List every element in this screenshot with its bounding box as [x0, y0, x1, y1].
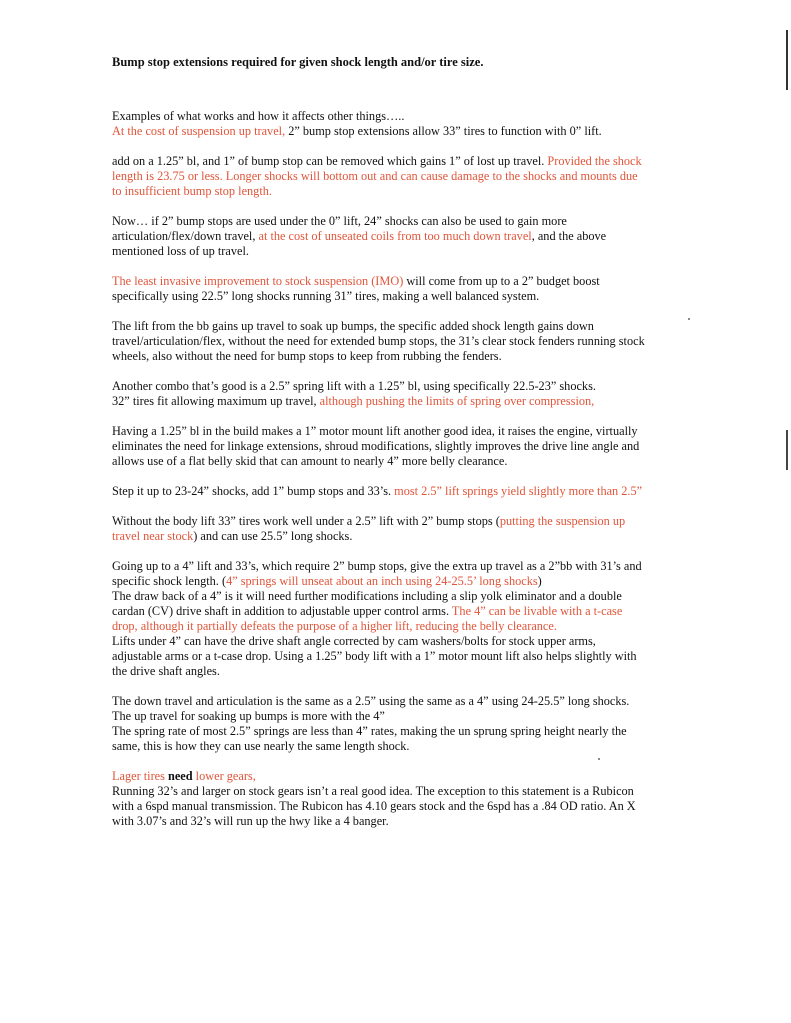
text-line [112, 784, 682, 799]
highlighted-text: need [168, 769, 193, 783]
text-line [112, 649, 682, 664]
highlighted-text: most 2.5” lift springs yield slightly more than 2.5” [394, 484, 643, 498]
highlighted-text: putting the suspension up [499, 514, 626, 528]
highlighted-text: although pushing the limits of spring over compression, [319, 394, 595, 408]
text-segment: The lift from the bb gains up travel to soak up bumps, the specific added shock length gains down [112, 319, 594, 333]
text-line [112, 379, 682, 394]
paragraph [112, 424, 682, 469]
text-line [112, 814, 682, 829]
text-segment: Another combo that’s good is a 2.5” spring lift with a 1.25” bl, using specifically 22.5-23” shocks. [112, 379, 596, 393]
text-line [112, 109, 682, 124]
text-segment: The down travel and articulation is the same as a 2.5” using the same as a 4” using 24-25.5” long shocks. [112, 694, 630, 708]
paragraph [112, 559, 682, 679]
text-segment: Running 32’s and larger on stock gears isn’t a real good idea. The exception to this statement is a Rubicon [112, 784, 634, 798]
text-line [112, 289, 682, 304]
paragraph [112, 109, 682, 139]
text-segment: Having a 1.25” bl in the build makes a 1” motor mount lift another good idea, it raises the engine, virtually [112, 424, 638, 438]
text-segment: articulation/flex/down travel, [112, 229, 259, 243]
paragraph [112, 379, 682, 409]
text-line [112, 634, 682, 649]
scan-speck [688, 318, 690, 320]
text-line [112, 529, 682, 544]
text-segment: wheels, also without the need for bump stops to keep from rubbing the fenders. [112, 349, 502, 363]
text-segment: will come from up to a 2” budget boost [403, 274, 600, 288]
text-segment: with a 6spd manual transmission. The Rubicon has 4.10 gears stock and the 6spd has a .84 OD ratio. An X [112, 799, 636, 813]
text-segment: Going up to a 4” lift and 33’s, which require 2” bump stops, give the extra up travel as a 2”bb with 31’s and [112, 559, 642, 573]
text-segment: same, this is how they can use nearly the same length shock. [112, 739, 410, 753]
text-segment: 2” bump stop extensions allow 33” tires to function with 0” lift. [285, 124, 602, 138]
text-segment: The up travel for soaking up bumps is more with the 4” [112, 709, 385, 723]
text-segment: ) and can use 25.5” long shocks. [193, 529, 353, 543]
text-segment: specific shock length. ( [112, 574, 227, 588]
text-line [112, 694, 682, 709]
text-segment: adjustable arms or a t-case drop. Using a 1.25” body lift with a 1” motor mount lift also helps slightly with [112, 649, 637, 663]
highlighted-text: to insufficient bump stop length. [112, 184, 272, 198]
text-line [112, 439, 682, 454]
highlighted-text: drop, although it partially defeats the purpose of a higher lift, reducing the belly clearance. [112, 619, 557, 633]
text-segment: specifically using 22.5” long shocks running 31” tires, making a well balanced system. [112, 289, 540, 303]
paragraph [112, 514, 682, 544]
text-line [112, 244, 682, 259]
highlighted-text: length is 23.75 or less. Longer shocks will bottom out and can cause damage to the shocks and mounts due [112, 169, 638, 183]
text-segment: , and the above [531, 229, 607, 243]
text-segment: add on a 1.25” bl, and 1” of bump stop can be removed which gains 1” of lost up travel. [112, 154, 548, 168]
text-line [112, 574, 682, 589]
text-line [112, 724, 682, 739]
paragraph [112, 319, 682, 364]
text-line [112, 664, 682, 679]
document-body [112, 109, 682, 844]
paragraph [112, 694, 682, 754]
page-title: Bump stop extensions required for given shock length and/or tire size. [112, 55, 484, 69]
text-segment: travel/articulation/flex, without the need for extended bump stops, the 31’s clear stock fenders running stock [112, 334, 645, 348]
text-segment: with 3.07’s and 32’s will run up the hwy like a 4 banger. [112, 814, 389, 828]
highlighted-text: 4” springs will unseat about an inch using 24-25.5’ long shocks [226, 574, 538, 588]
text-segment: The spring rate of most 2.5” springs are less than 4” rates, making the un sprung spring height nearly the [112, 724, 627, 738]
highlighted-text: At the cost of suspension up travel, [112, 124, 286, 138]
text-line [112, 169, 682, 184]
text-segment: allows use of a flat belly skid that can amount to nearly 4” more belly clearance. [112, 454, 508, 468]
text-segment: eliminates the need for linkage extensions, shroud modifications, slightly improves the drive line angle and [112, 439, 640, 453]
paragraph [112, 214, 682, 259]
highlighted-text: Provided the shock [547, 154, 642, 168]
text-line [112, 229, 682, 244]
text-segment: mentioned loss of up travel. [112, 244, 249, 258]
text-line [112, 124, 682, 139]
text-line [112, 514, 682, 529]
text-segment: Lifts under 4” can have the drive shaft angle corrected by cam washers/bolts for stock upper arms, [112, 634, 596, 648]
scan-edge-mark [786, 430, 788, 470]
text-line [112, 769, 682, 784]
paragraph [112, 274, 682, 304]
text-line [112, 589, 682, 604]
text-segment: The draw back of a 4” is it will need further modifications including a slip yolk eliminator and a double [112, 589, 622, 603]
paragraph [112, 484, 682, 499]
text-segment: 32” tires fit allowing maximum up travel, [112, 394, 320, 408]
text-line [112, 184, 682, 199]
text-line [112, 424, 682, 439]
text-segment: Now… if 2” bump stops are used under the 0” lift, 24” shocks can also be used to gain more [112, 214, 567, 228]
text-line [112, 349, 682, 364]
highlighted-text: The least invasive improvement to stock suspension (IMO) [112, 274, 404, 288]
highlighted-text: at the cost of unseated coils from too much down travel [258, 229, 532, 243]
text-segment: Step it up to 23-24” shocks, add 1” bump stops and 33’s. [112, 484, 395, 498]
highlighted-text: travel near stock [112, 529, 194, 543]
text-line [112, 394, 682, 409]
text-line [112, 214, 682, 229]
paragraph [112, 154, 682, 199]
text-line [112, 484, 682, 499]
highlighted-text: lower gears, [192, 769, 256, 783]
scan-speck [598, 758, 600, 760]
highlighted-text: Lager tires [112, 769, 168, 783]
text-line [112, 739, 682, 754]
text-segment: Examples of what works and how it affects other things….. [112, 109, 405, 123]
text-line [112, 799, 682, 814]
paragraph [112, 769, 682, 829]
text-line [112, 334, 682, 349]
text-line [112, 559, 682, 574]
text-line [112, 604, 682, 619]
text-line [112, 619, 682, 634]
text-line [112, 454, 682, 469]
text-segment: cardan (CV) drive shaft in addition to adjustable upper control arms. [112, 604, 452, 618]
text-line [112, 319, 682, 334]
text-line [112, 154, 682, 169]
text-segment: Without the body lift 33” tires work well under a 2.5” lift with 2” bump stops ( [112, 514, 500, 528]
text-line [112, 709, 682, 724]
scan-edge-mark [786, 30, 788, 90]
text-segment: ) [537, 574, 542, 588]
text-segment: the drive shaft angles. [112, 664, 220, 678]
highlighted-text: The 4” can be livable with a t-case [451, 604, 623, 618]
text-line [112, 274, 682, 289]
